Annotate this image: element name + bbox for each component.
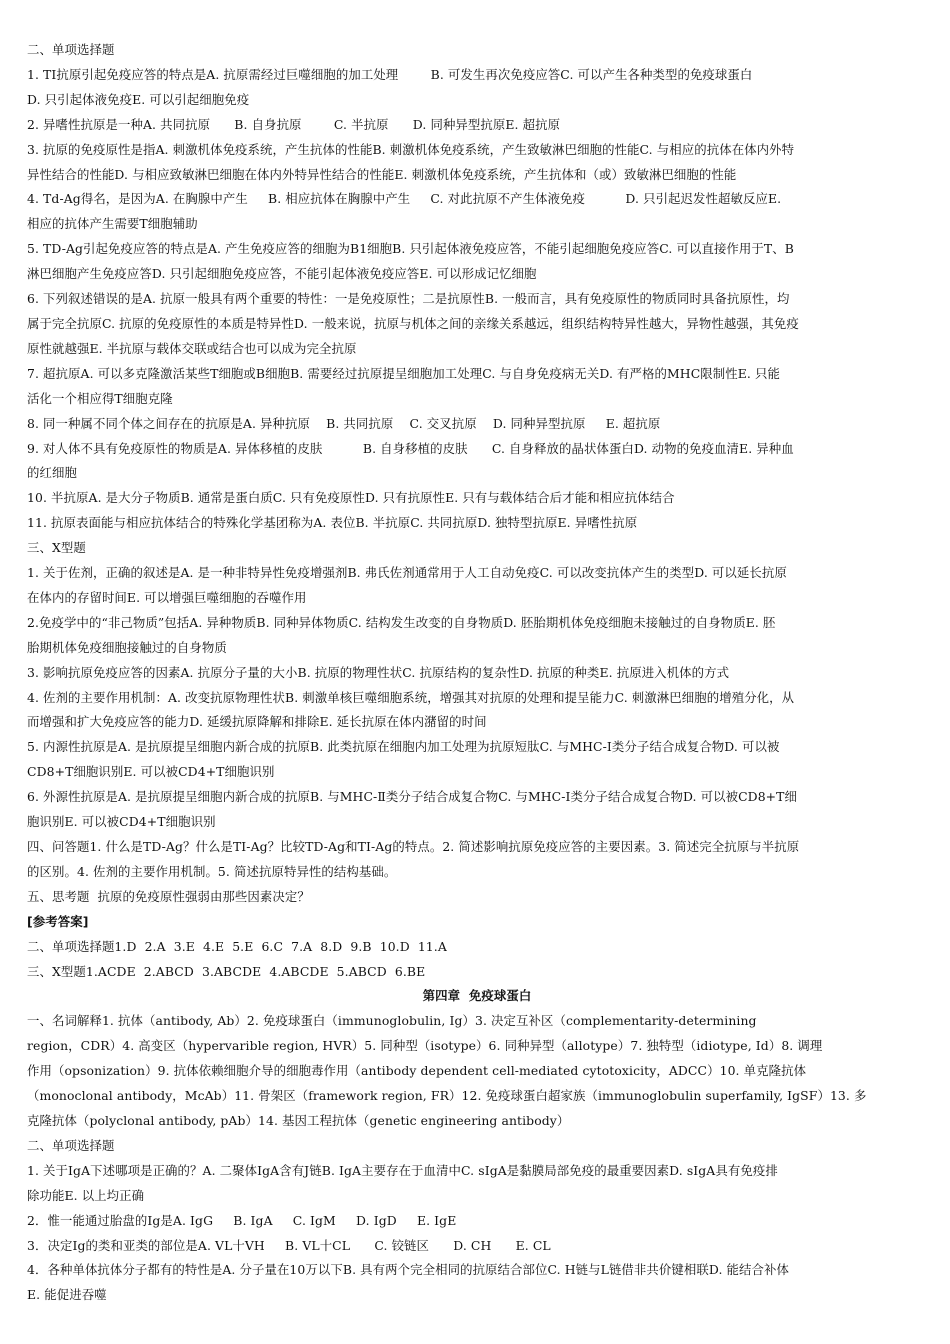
chapter-title: 第四章 免疫球蛋白 <box>422 988 532 1004</box>
text-line: 8. 同一种属不同个体之间存在的抗原是A. 异种抗原 B. 共同抗原 C. 交叉抗原 D. 同种异型抗原 E. 超抗原 <box>27 415 661 431</box>
text-line: 在体内的存留时间E. 可以增强巨噬细胞的吞噬作用 <box>27 589 307 605</box>
text-line: 5. TD-Ag引起免疫应答的特点是A. 产生免疫应答的细胞为B1细胞B. 只引起体液免疫应答，不能引起细胞免疫应答C. 可以直接作用于T、B <box>27 241 794 257</box>
section-heading: 五、思考题 抗原的免疫原性强弱由那些因素决定？ <box>27 888 310 904</box>
text-line: 作用（opsonization）9. 抗体依赖细胞介导的细胞毒作用（antibody dependent cell-mediated cytotoxicity，ADCC）10. 单克隆抗体 <box>27 1063 807 1079</box>
text-line: 4．各种单体抗体分子都有的特性是A. 分子量在10万以下B. 具有两个完全相同的抗原结合部位C. H链与L链借非共价键相联D. 能结合补体 <box>27 1262 789 1278</box>
text-line: 异性结合的性能D. 与相应致敏淋巴细胞在体内外特异性结合的性能E. 刺激机体免疫系统，产生抗体和（或）致敏淋巴细胞的性能 <box>27 166 737 182</box>
text-line: 7. 超抗原A. 可以多克隆激活某些T细胞或B细胞B. 需要经过抗原提呈细胞加工处理C. 与自身免疫病无关D. 有严格的MHC限制性E. 只能 <box>27 365 780 381</box>
text-line: CD8+T细胞识别E. 可以被CD4+T细胞识别 <box>27 764 275 780</box>
text-line: 淋巴细胞产生免疫应答D. 只引起细胞免疫应答，不能引起体液免疫应答E. 可以形成记忆细胞 <box>27 266 537 282</box>
text-line: 的区别。4. 佐剂的主要作用机制。5. 简述抗原特异性的结构基础。 <box>27 863 397 879</box>
text-line: 胎期机体免疫细胞接触过的自身物质 <box>27 639 227 655</box>
text-line: 4. Td-Ag得名，是因为A. 在胸腺中产生 B. 相应抗体在胸腺中产生 C. 对此抗原不产生体液免疫 D. 只引起迟发性超敏反应E. <box>27 191 782 207</box>
text-line: 属于完全抗原C. 抗原的免疫原性的本质是特异性D. 一般来说，抗原与机体之间的亲缘关系越远，组织结构特异性越大，异物性越强，其免疫 <box>27 315 799 331</box>
text-line: 4. 佐剂的主要作用机制：A. 改变抗原物理性状B. 刺激单核巨噬细胞系统，增强其对抗原的处理和提呈能力C. 刺激淋巴细胞的增殖分化，从 <box>27 689 795 705</box>
text-line: 2. 异嗜性抗原是一种A. 共同抗原 B. 自身抗原 C. 半抗原 D. 同种异型抗原E. 超抗原 <box>27 116 561 132</box>
text-line: 四、问答题1. 什么是TD-Ag？什么是TI-Ag？比较TD-Ag和TI-Ag的特点。2. 简述影响抗原免疫应答的主要因素。3. 简述完全抗原与半抗原 <box>27 839 800 854</box>
text-line: 一、名词解释1. 抗体（antibody, Ab）2. 免疫球蛋白（immunoglobulin, Ig）3. 决定互补区（complementarity-determining <box>27 1013 757 1029</box>
text-line: 3．决定Ig的类和亚类的部位是A. VL十VH B. VL十CL C. 铰链区 D. CH E. CL <box>27 1237 551 1253</box>
text-line: （monoclonal antibody，McAb）11. 骨架区（framework region, FR）12. 免疫球蛋白超家族（immunoglobulin superfamily, IgSF）13. 多 <box>27 1088 867 1104</box>
answer-line: 三、X型题1.ACDE 2.ABCD 3.ABCDE 4.ABCDE 5.ABCD 6.BE <box>27 963 426 979</box>
text-line: 3. 影响抗原免疫应答的因素A. 抗原分子量的大小B. 抗原的物理性状C. 抗原结构的复杂性D. 抗原的种类E. 抗原进入机体的方式 <box>27 664 730 680</box>
text-line: 1. 关于佐剂，正确的叙述是A. 是一种非特异性免疫增强剂B. 弗氏佐剂通常用于人工自动免疫C. 可以改变抗体产生的类型D. 可以延长抗原 <box>27 565 787 581</box>
text-line: 活化一个相应得T细胞克隆 <box>27 390 173 406</box>
text-line: 的红细胞 <box>27 465 77 481</box>
text-line: 3. 抗原的免疫原性是指A. 刺激机体免疫系统，产生抗体的性能B. 刺激机体免疫系统，产生致敏淋巴细胞的性能C. 与相应的抗体在体内外特 <box>27 141 795 157</box>
section-heading: 二、单项选择题 <box>27 1137 115 1153</box>
text-line: 11. 抗原表面能与相应抗体结合的特殊化学基团称为A. 表位B. 半抗原C. 共同抗原D. 独特型抗原E. 异嗜性抗原 <box>27 515 638 531</box>
text-line: 6. 下列叙述错误的是A. 抗原一般具有两个重要的特性：一是免疫原性；二是抗原性B. 一般而言，具有免疫原性的物质同时具备抗原性，均 <box>27 291 790 307</box>
text-line: 9. 对人体不具有免疫原性的物质是A. 异体移植的皮肤 B. 自身移植的皮肤 C. 自身释放的晶状体蛋白D. 动物的免疫血清E. 异种血 <box>27 440 794 456</box>
text-line: 10. 半抗原A. 是大分子物质B. 通常是蛋白质C. 只有免疫原性D. 只有抗原性E. 只有与载体结合后才能和相应抗体结合 <box>27 490 675 506</box>
answer-key-heading: [参考答案] <box>27 913 89 929</box>
text-line: 5. 内源性抗原是A. 是抗原提呈细胞内新合成的抗原B. 此类抗原在细胞内加工处理为抗原短肽C. 与MHC-Ⅰ类分子结合成复合物D. 可以被 <box>27 739 780 755</box>
text-line: 克隆抗体（polyclonal antibody, pAb）14. 基因工程抗体（genetic engineering antibody） <box>27 1112 570 1128</box>
text-line: 原性就越强E. 半抗原与载体交联或结合也可以成为完全抗原 <box>27 340 357 356</box>
section-heading: 三、X型题 <box>27 540 86 556</box>
answer-line: 二、单项选择题1.D 2.A 3.E 4.E 5.E 6.C 7.A 8.D 9.B 10.D 11.A <box>27 938 447 954</box>
document-body <box>27 38 927 1308</box>
text-line: 相应的抗体产生需要T细胞辅助 <box>27 216 198 232</box>
section-heading: 二、单项选择题 <box>27 42 115 57</box>
text-line: 6. 外源性抗原是A. 是抗原提呈细胞内新合成的抗原B. 与MHC-Ⅱ类分子结合成复合物C. 与MHC-Ⅰ类分子结合成复合物D. 可以被CD8+T细 <box>27 789 798 805</box>
text-line: 2.免疫学中的“非己物质”包括A. 异种物质B. 同种异体物质C. 结构发生改变的自身物质D. 胚胎期机体免疫细胞未接触过的自身物质E. 胚 <box>27 614 776 630</box>
text-line: E. 能促进吞噬 <box>27 1287 107 1303</box>
text-line: region，CDR）4. 高变区（hypervarible region, HVR）5. 同种型（isotype）6. 同种异型（allotype）7. 独特型（idiotype, Id）8. 调理 <box>27 1038 823 1054</box>
text-line: D. 只引起体液免疫E. 可以引起细胞免疫 <box>27 91 250 107</box>
text-line: 而增强和扩大免疫应答的能力D. 延缓抗原降解和排除E. 延长抗原在体内潴留的时间 <box>27 714 487 730</box>
text-line: 胞识别E. 可以被CD4+T细胞识别 <box>27 814 216 830</box>
text-line: 2．惟一能通过胎盘的Ig是A. IgG B. IgA C. IgM D. IgD E. IgE <box>27 1212 457 1228</box>
text-line: 1. TI抗原引起免疫应答的特点是A. 抗原需经过巨噬细胞的加工处理 B. 可发生再次免疫应答C. 可以产生各种类型的免疫球蛋白 <box>27 66 753 82</box>
text-line: 除功能E. 以上均正确 <box>27 1187 145 1203</box>
text-line: 1. 关于IgA下述哪项是正确的？A. 二聚体IgA含有J链B. IgA主要存在于血清中C. sIgA是黏膜局部免疫的最重要因素D. sIgA具有免疫排 <box>27 1162 778 1178</box>
